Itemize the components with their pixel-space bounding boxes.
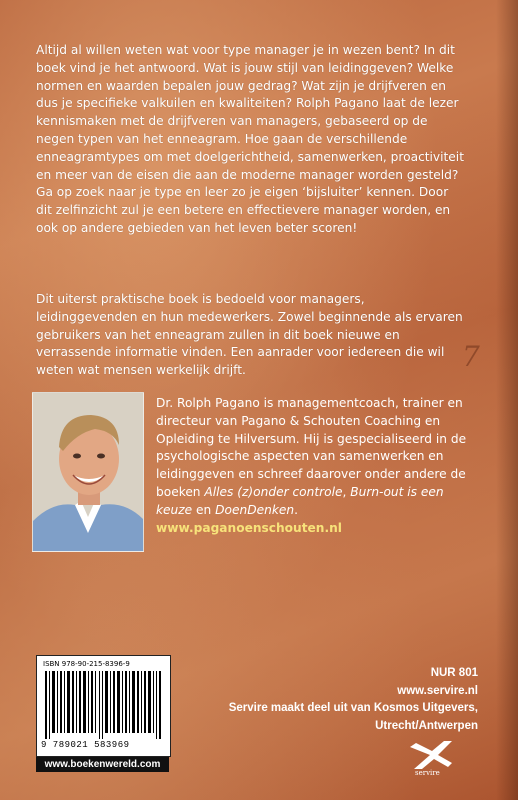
author-bio-text: Dr. Rolph Pagano is managementcoach, trainer en directeur van Pagano & Schouten Coaching en Opleiding te Hilversum. Hij is gespecialiseerd in de psychologische aspecten van samenwerken en leidinggeven en schreef daarover onder andere de boeken <box>156 396 467 499</box>
boekenwereld-link[interactable]: www.boekenwereld.com <box>36 757 169 772</box>
nur-code: NUR 801 <box>430 667 478 679</box>
blurb-paragraph-2: Dit uiterst praktische boek is bedoeld voor managers, leidinggevenden en hun medewerkers. Zowel beginnende als ervaren gebruikers van het enneagram zullen in dit boek nieuwe en verrassende informatie vinden. Een aanrader voor iedereen die wil weten wat mensen werkelijk drijft. <box>36 292 463 378</box>
publisher-info <box>229 665 478 735</box>
book-title-3: DoenDenken <box>215 502 295 517</box>
isbn-label: ISBN 978-90-215-8396-9 <box>43 660 130 668</box>
servire-logo-text: servire <box>415 769 440 777</box>
author-bio <box>156 395 476 537</box>
barcode-digits: 9 789021 583969 <box>41 740 130 750</box>
page-mark-seven: 7 <box>462 340 480 373</box>
author-photo <box>32 392 144 552</box>
spine-shadow <box>496 0 518 800</box>
publisher-website-link[interactable]: www.servire.nl <box>397 684 478 697</box>
barcode-panel <box>36 655 171 757</box>
barcode-icon <box>45 671 162 739</box>
blurb-paragraph-1: Altijd al willen weten wat voor type manager je in wezen bent? In dit boek vind je het antwoord. Wat is jouw stijl van leidinggeven? Welke normen en waarden bepalen jouw gedrag? Wat zijn je drijfveren en dus je specifieke valkuilen en kwaliteiten? Rolph Pagano laat de lezer kennismaken met de drijfveren van managers, gebaseerd op de negen typen van het enneagram. Hoe gaan de verschillende enneagramtypes om met doelgerichtheid, samenwerken, proactiviteit en meer van de eisen die aan de moderne manager worden gesteld? Ga op zoek naar je type en leer zo je eigen ‘bijsluiter’ kennen. Door dit zelfinzicht zul je een betere en effectievere manager worden, en ook op andere gebieden van het leven beter scoren! <box>36 43 464 235</box>
book-title-2: Burn-out is een keuze <box>156 484 444 517</box>
book-separator-1: , <box>342 484 351 499</box>
publisher-line-2: Utrecht/Antwerpen <box>375 719 478 732</box>
book-separator-2: en <box>192 502 216 517</box>
author-website-link[interactable]: www.paganoenschouten.nl <box>156 520 342 535</box>
publisher-line-1: Servire maakt deel uit van Kosmos Uitgevers, <box>228 702 478 715</box>
book-end: . <box>294 502 298 517</box>
book-title-1: Alles (z)onder controle <box>204 484 343 499</box>
